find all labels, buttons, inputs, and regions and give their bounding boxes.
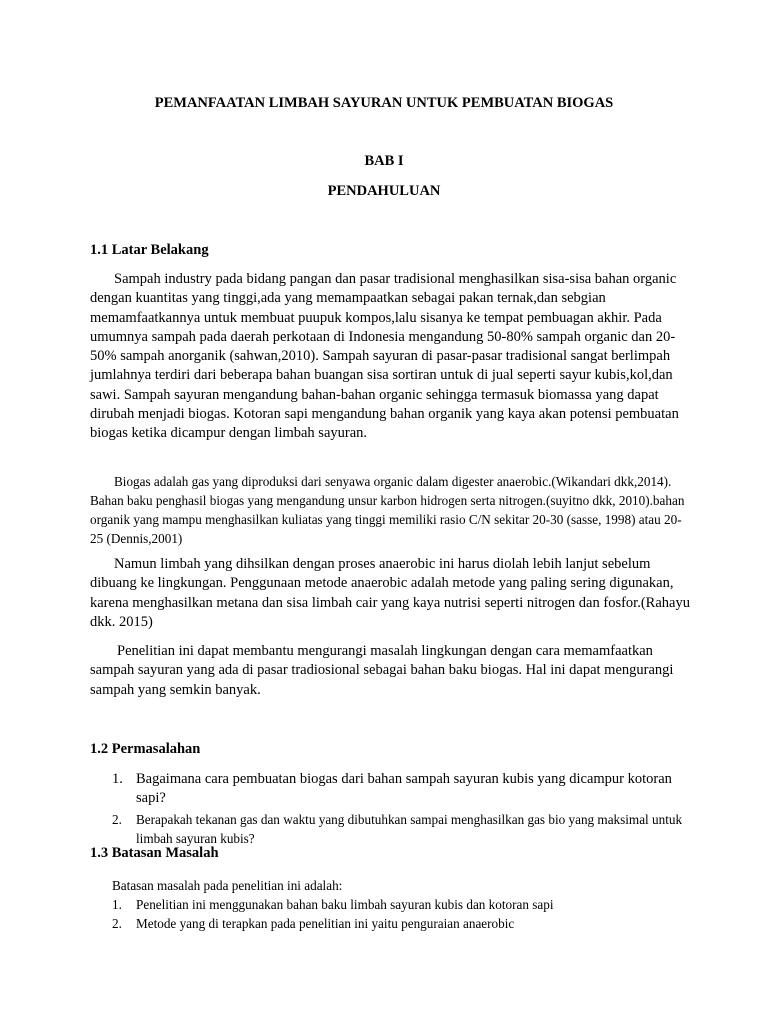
list-item bbox=[112, 895, 692, 914]
list-item-number: 1. bbox=[112, 771, 123, 787]
list-item-text: Berapakah tekanan gas dan waktu yang dibutuhkan sampai menghasilkan gas bio yang maksimal untuk limbah sayuran kubis? bbox=[136, 811, 683, 846]
section-heading-1-3: 1.3 Batasan Masalah bbox=[90, 845, 219, 861]
list-item-text: Metode yang di terapkan pada penelitian ini yaitu penguraian anaerobic bbox=[136, 916, 515, 931]
paragraph-latar-belakang-2: Biogas adalah gas yang diproduksi dari senyawa organic dalam digester anaerobic.(Wikandari dkk,2014). Bahan baku penghasil biogas yang mengandung unsur karbon hidrogen serta nitrogen.(suyitno dkk, 2010).bahan organik yang mampu menghasilkan kuliatas yang tinggi memiliki rasio C/N sekitar 20-30 (sasse, 1998) atau 20-25 (Dennis,2001) bbox=[90, 474, 685, 546]
list-item-text: Penelitian ini menggunakan bahan baku limbah sayuran kubis dan kotoran sapi bbox=[136, 897, 554, 912]
document-title: PEMANFAATAN LIMBAH SAYURAN UNTUK PEMBUATAN BIOGAS bbox=[154, 95, 614, 111]
list-item bbox=[112, 770, 692, 809]
list-item bbox=[112, 914, 692, 933]
chapter-title: PENDAHULUAN bbox=[327, 183, 441, 199]
batasan-list bbox=[112, 895, 692, 933]
chapter-number: BAB I bbox=[364, 153, 404, 169]
list-item-number: 1. bbox=[112, 897, 122, 912]
list-item-text: Bagaimana cara pembuatan biogas dari bahan sampah sayuran kubis yang dicampur kotoran sapi? bbox=[136, 771, 672, 807]
list-item bbox=[112, 810, 692, 848]
batasan-lead: Batasan masalah pada penelitian ini adalah: bbox=[112, 878, 343, 893]
permasalahan-list bbox=[112, 770, 692, 848]
section-heading-1-1: 1.1 Latar Belakang bbox=[90, 242, 209, 258]
paragraph-latar-belakang-3: Namun limbah yang dihsilkan dengan proses anaerobic ini harus diolah lebih lanjut sebelum dibuang ke lingkungan. Penggunaan metode anaerobic adalah metode yang paling sering digunakan, karena menghasilkan metana dan sisa limbah cair yang kaya nutrisi seperti nitrogen dan fosfor.(Rahayu dkk. 2015) bbox=[90, 556, 690, 630]
list-item-number: 2. bbox=[112, 916, 122, 931]
paragraph-latar-belakang-4: Penelitian ini dapat membantu mengurangi masalah lingkungan dengan cara memamfaatkan sampah sayuran yang ada di pasar tradiosional sebagai bahan baku biogas. Hal ini dapat mengurangi sampah yang semkin banyak. bbox=[90, 643, 674, 698]
section-heading-1-2: 1.2 Permasalahan bbox=[90, 741, 201, 757]
list-item-number: 2. bbox=[112, 811, 122, 827]
paragraph-latar-belakang-1: Sampah industry pada bidang pangan dan pasar tradisional menghasilkan sisa-sisa bahan organic dengan kuantitas yang tinggi,ada yang memampaatkan sebagai pakan ternak,dan sebgian memamfaatkannya untuk membuat puupuk kompos,lalu sisanya ke tempat pembuagan akhir. Pada umumnya sampah pada daerah perkotaan di Indonesia mengandung 50-80% sampah organic dan 20-50% sampah anorganik (sahwan,2010). Sampah sayuran di pasar-pasar tradisional sangat berlimpah jumlahnya terdiri dari beberapa bahan buangan sisa sortiran untuk di jual seperti sayur kubis,kol,dan sawi. Sampah sayuran mengandung bahan-bahan organic sehingga termasuk biomassa yang dapat dirubah menjadi biogas. Kotoran sapi mengandung bahan organik yang kaya akan potensi pembuatan biogas ketika dicampur dengan limbah sayuran. bbox=[90, 271, 679, 442]
